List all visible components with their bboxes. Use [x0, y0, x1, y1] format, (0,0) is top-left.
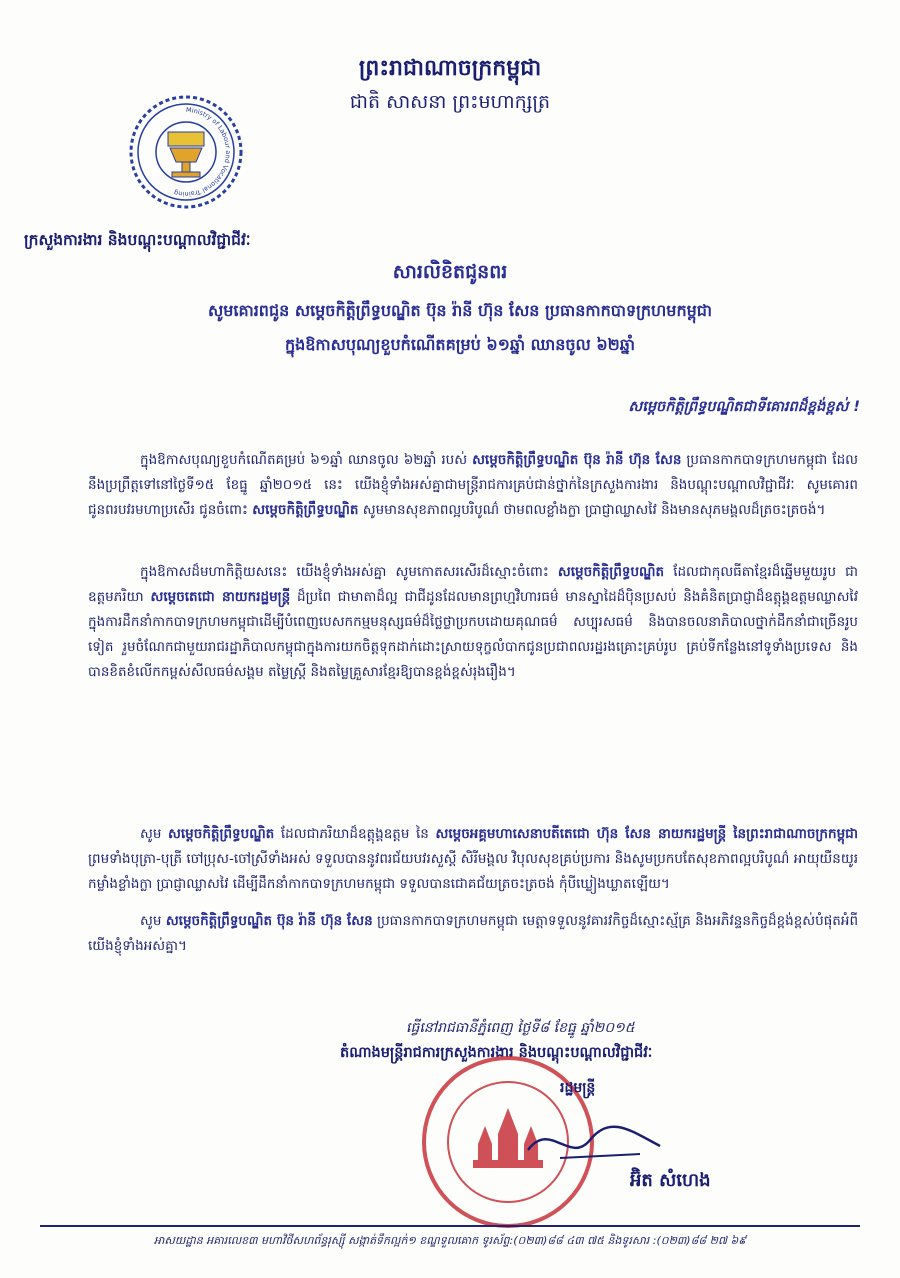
- paragraph-1: ក្នុងឱកាសបុណ្យខួបកំណើតគម្រប់ ៦១ឆ្នាំ ឈានចូល ៦២ឆ្នាំ របស់ សម្តេចកិត្តិព្រឹទ្ធបណ្ឌិត ប៊ុន រ៉ានី ហ៊ុន សែន ប្រធានកាកបាទក្រហមកម្ពុជា ដែលនឹងប្រព្រឹត្តទៅនៅថ្ងៃទី១៥ ខែធ្នូ ឆ្នាំ២០១៥ នេះ យើងខ្ញុំទាំងអស់គ្នាជាមន្ត្រីរាជការគ្រប់ជាន់ថ្នាក់នៃក្រសួងការងារ និងបណ្តុះបណ្តាលវិជ្ជាជីវៈ សូមគោរពជូនពរបវរមហាប្រសើរ ជូនចំពោះ សម្តេចកិត្តិព្រឹទ្ធបណ្ឌិត សូមមានសុខភាពល្អបរិបូណ៌ ថាមពលខ្លាំងក្លា ប្រាជ្ញាឈ្លាសវៃ និងមានសុភមង្គលដ៏ត្រចះត្រចង់។: [88, 452, 858, 518]
- minister-title: រដ្ឋមន្ត្រី: [560, 1080, 596, 1096]
- ministry-logo: [108, 92, 264, 212]
- date-line: ធ្វើនៅរាជធានីភ្នំពេញ ថ្ងៃទី៨ ខែធ្នូ ឆ្នាំ២០១៥: [406, 1020, 635, 1036]
- paragraph-2: ក្នុងឱកាសដ៏មហាកិត្តិយសនេះ យើងខ្ញុំទាំងអស់គ្នា សូមកោតសរសើរដ៏ស្មោះចំពោះ សម្តេចកិត្តិព្រឹទ្ធបណ្ឌិត ដែលជាកុលធីតាខ្មែរដ៏ឆ្នើមមួយរូប ជាឧត្តមភរិយា សម្តេចតេជោ នាយករដ្ឋមន្ត្រី ដ៏ប្រពៃ ជាមាតាដ៏ល្អ ជាជីដូនដែលមានព្រហ្មវិហារធម៌ មានស្នាដៃដ៏ប៉ិនប្រសប់ និងគំនិតប្រាជ្ញាដ៏ឧត្តុង្គឧត្តមឈ្លាសវៃ ក្នុងការដឹកនាំកាកបាទក្រហមកម្ពុជាដើម្បីបំពេញបេសកកម្មមនុស្សធម៌ដ៏ថ្លៃថ្លាប្រកបដោយគុណធម៌ សប្បុរសធម៌ និងបានចលនាភិបាលថ្នាក់ដឹកនាំជាច្រើនរូបទៀត រួមចំណែកជាមួយរាជរដ្ឋាភិបាលកម្ពុជាក្នុងការយកចិត្តទុកដាក់ដោះស្រាយទុក្ខលំបាកជូនប្រជាពលរដ្ឋរងគ្រោះគ្រប់រូប គ្រប់ទីកន្លែងនៅទូទាំងប្រទេស និងបានខិតខំលើកកម្ពស់សីលធម៌សង្គម តម្លៃស្ត្រី និងតម្លៃគ្រួសារខ្មែរឱ្យបានខ្ពង់ខ្ពស់រុងរឿង។: [88, 564, 858, 680]
- signer-name: អ៊ិត សំហេង: [630, 1170, 711, 1191]
- national-motto: ជាតិ សាសនា ព្រះមហាក្សត្រ: [349, 91, 551, 113]
- letter-title: សារលិខិតជូនពរ: [392, 261, 508, 283]
- salutation: សម្តេចកិត្តិព្រឹទ្ធបណ្ឌិតជាទីគោរពដ៏ខ្ពង់ខ្ពស់ !: [628, 399, 860, 415]
- letter-subtitle-2: ក្នុងឱកាសបុណ្យខួបកំណើតគម្រប់ ៦១ឆ្នាំ ឈានចូល ៦២ឆ្នាំ: [284, 335, 636, 354]
- footer-divider: [40, 1225, 860, 1227]
- letter-subtitle-1: សូមគោរពជូន សម្តេចកិត្តិព្រឹទ្ធបណ្ឌិត ប៊ុន រ៉ានី ហ៊ុន សែន ប្រធានកាកបាទក្រហមកម្ពុជា: [208, 301, 712, 320]
- logo-ring-text: Ministry of Labour and Vocational Training: [173, 105, 232, 199]
- kingdom-heading: ព្រះរាជាណាចក្រកម្ពុជា: [358, 56, 542, 81]
- handwritten-signature: [520, 1110, 670, 1170]
- paragraph-4: សូម សម្តេចកិត្តិព្រឹទ្ធបណ្ឌិត ប៊ុន រ៉ានី ហ៊ុន សែន ប្រធានកាកបាទក្រហមកម្ពុជា មេត្តាទទួលនូវគារវកិច្ចដ៏ស្មោះស្ម័គ្រ និងអភិវន្ទនកិច្ចដ៏ខ្ពង់ខ្ពស់បំផុតអំពីយើងខ្ញុំទាំងអស់គ្នា។: [88, 913, 859, 954]
- on-behalf-line: តំណាងមន្ត្រីរាជការក្រសួងការងារ និងបណ្តុះបណ្តាលវិជ្ជាជីវៈ: [340, 1045, 653, 1061]
- ministry-name: ក្រសួងការងារ និងបណ្តុះបណ្តាលវិជ្ជាជីវៈ: [24, 231, 251, 249]
- paragraph-3: សូម សម្តេចកិត្តិព្រឹទ្ធបណ្ឌិត ដែលជាភរិយាដ៏ឧត្តុង្គឧត្តម នៃ សម្តេចអគ្គមហាសេនាបតីតេជោ ហ៊ុន សែន នាយករដ្ឋមន្ត្រី នៃព្រះរាជាណាចក្រកម្ពុជា ព្រមទាំងបុត្រា-បុត្រី ចៅប្រុស-ចៅស្រីទាំងអស់ ទទួលបាននូវពរជ័យបវរសួស្តី សិរីមង្គល វិបុលសុខគ្រប់ប្រការ និងសូមប្រកបតែសុខភាពល្អបរិបូណ៌ អាយុយឺនយូរ កម្លាំងខ្លាំងក្លា ប្រាជ្ញាឈ្លាសវៃ ដើម្បីដឹកនាំកាកបាទក្រហមកម្ពុជា ទទួលបានជោគជ័យត្រចះត្រចង់ កុំបីឃ្លៀងឃ្លាតឡើយ។: [88, 826, 858, 892]
- footer-address: អាសយដ្ឋាន អគារលេខ៣ មហាវិថីសហព័ន្ធរុស្ស៊ី សង្កាត់ទឹកល្អក់១ ខណ្ឌទួលគោក ទូរស័ព្ទ:(០២៣)៨៨ ៤៣ ៧៥ និងទូរសារ :(០២៣)៨៨ ២៧ ៦៩: [153, 1234, 747, 1247]
